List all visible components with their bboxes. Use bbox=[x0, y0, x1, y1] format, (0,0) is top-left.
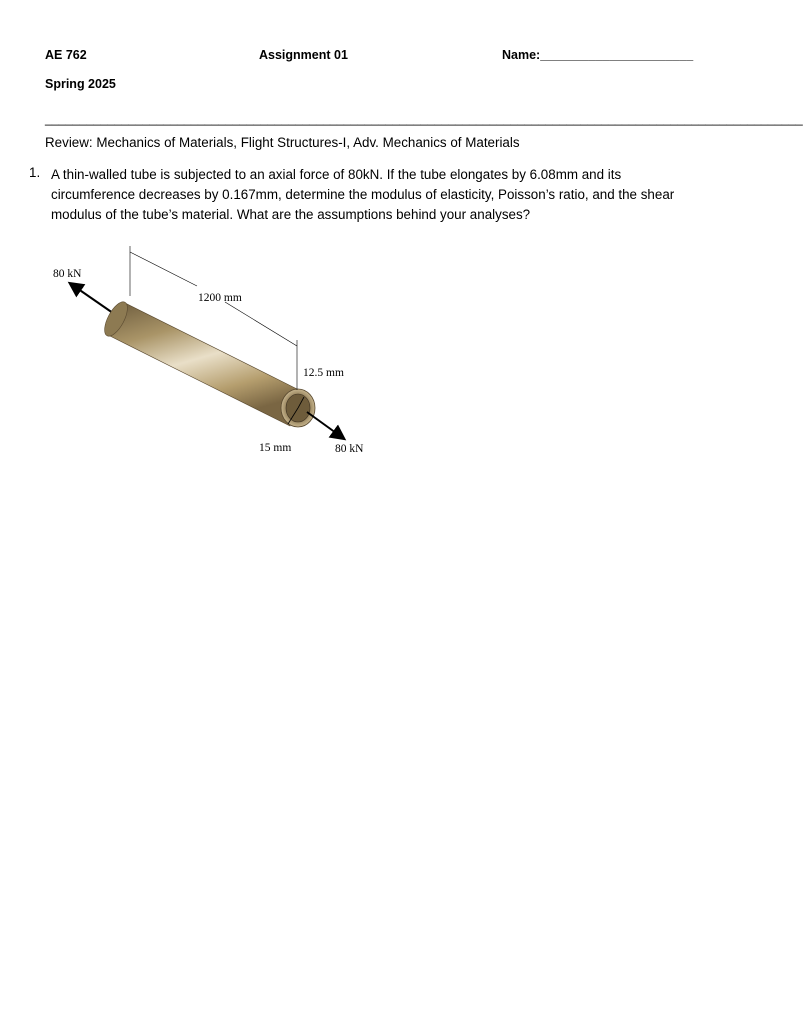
question-number: 1. bbox=[29, 165, 41, 180]
review-topics: Review: Mechanics of Materials, Flight Structures-I, Adv. Mechanics of Materials bbox=[45, 135, 520, 150]
outer-radius-label: 15 mm bbox=[259, 442, 292, 454]
tube-figure bbox=[45, 240, 385, 465]
question-text bbox=[51, 165, 731, 225]
tube-body bbox=[110, 302, 303, 426]
header-divider: _____________________________________________________________________________________________________________ bbox=[45, 112, 803, 126]
length-dimension-line-a bbox=[130, 252, 197, 286]
term-label: Spring 2025 bbox=[45, 77, 116, 91]
assignment-title: Assignment 01 bbox=[259, 48, 348, 62]
question-line: modulus of the tube’s material. What are the assumptions behind your analyses? bbox=[51, 207, 531, 222]
name-field: Name:______________________ bbox=[502, 48, 694, 62]
length-label: 1200 mm bbox=[198, 292, 242, 304]
length-dimension-line-b bbox=[225, 302, 297, 346]
question-line: circumference decreases by 0.167mm, determine the modulus of elasticity, Poisson’s ratio, and the shear bbox=[51, 187, 675, 202]
inner-radius-label: 12.5 mm bbox=[303, 367, 344, 379]
force-label-right: 80 kN bbox=[335, 443, 364, 455]
force-label-left: 80 kN bbox=[53, 268, 82, 280]
course-code: AE 762 bbox=[45, 48, 87, 62]
question-line: A thin-walled tube is subjected to an axial force of 80kN. If the tube elongates by 6.08mm and its bbox=[51, 167, 622, 182]
force-arrow-right bbox=[307, 412, 343, 438]
